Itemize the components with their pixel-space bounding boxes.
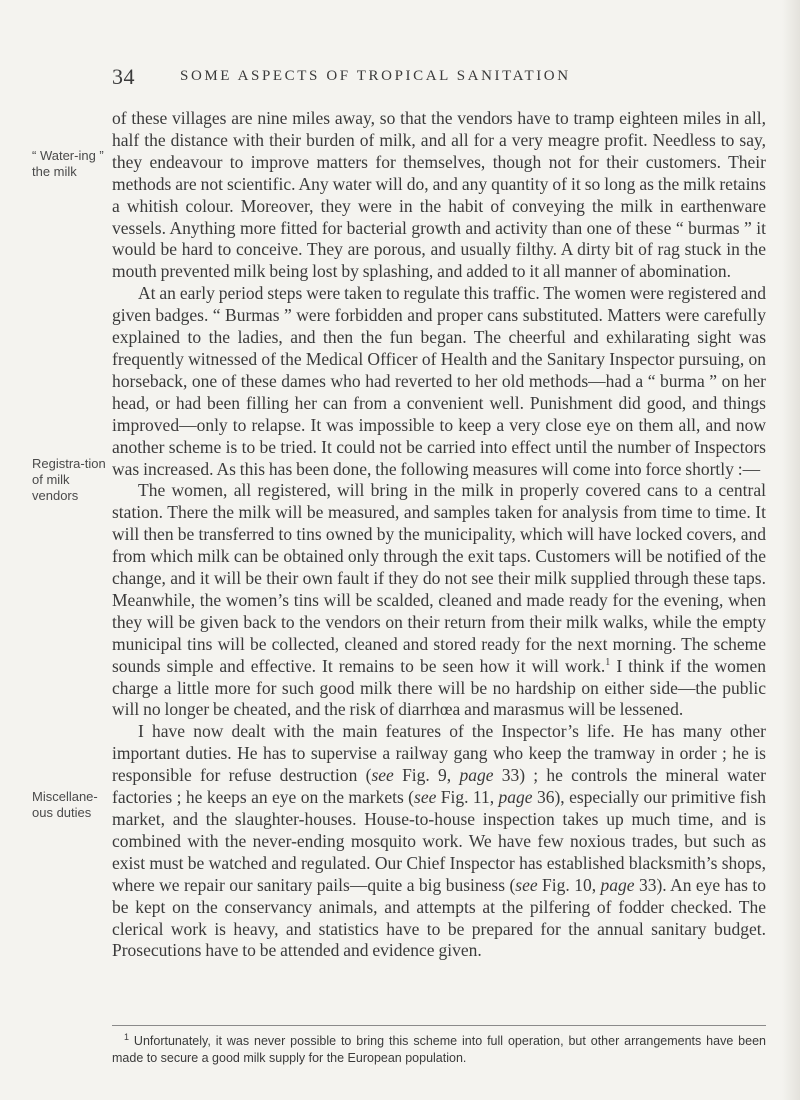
paragraph-text: I have now dealt with the main features of the Inspector’s life. He has many other important duties. He has to supervise a railway gang who keep the tramway in order ; he is responsible for refuse destruction ( xyxy=(112,721,766,786)
paragraph-text: I think if the women charge a little more for such good milk there will be no hardship on either side—the public will no longer be cheated, and the risk of diarrhœa and marasmus will be lessened. xyxy=(112,655,766,720)
figure-reference: Fig. 9, xyxy=(393,765,460,786)
paragraph-text: The women, all registered, will bring in the milk in properly covered cans to a central station. There the milk will be measured, and samples taken for analysis from time to time. It will then be transferred to tins owned by the municipality, which will have locked covers, and from which milk can be obtained only through the exit taps. Customers will be notified of the change, and it will be their own fault if they do not see their milk supplied through these taps. Meanwhile, the women’s tins will be scalded, cleaned and made ready for the evening, when they will be given back to the vendors on their return from their milk walks, while the empty municipal tins will be collected, cleaned and stored ready for the next morning. The scheme sounds simple and effective. It remains to be seen how it will work. xyxy=(112,480,766,676)
paragraph xyxy=(112,721,766,962)
page-reference: page xyxy=(498,787,533,808)
page-reference: page xyxy=(459,765,494,786)
footnote-rule xyxy=(112,1025,766,1026)
footnote-text: Unfortunately, it was never possible to bring this scheme into full operation, but other arrangements have been made to secure a good milk supply for the European population. xyxy=(112,1034,766,1066)
paragraph: At an early period steps were taken to regulate this traffic. The women were registered and given badges. “ Burmas ” were forbidden and proper cans substituted. Matters were carefully explained to the ladies, and then the fun began. The cheerful and exhilarating sight was frequently witnessed of the Medical Officer of Health and the Sanitary Inspector pursuing, on horseback, one of these dames who had reverted to her old methods—had a “ burma ” on her head, or had been filling her can from a convenient well. Punishment did good, and things improved—only to relapse. It was impossible to keep a very close eye on them all, and now another scheme is to be tried. It could not be carried into effect until the number of Inspectors was increased. As this has been done, the following measures will come into force shortly :— xyxy=(112,283,766,479)
figure-reference: Fig. 11, xyxy=(436,787,499,808)
paragraph-text: 36), especially our primitive fish market, and the slaughter-houses. House-to-house inspection takes up much time, and is combined with the never-ending mosquito work. We have few noxious trades, but such as exist must be watched and regulated. Our Chief Inspector has established blacksmith’s shops, where we repair our sanitary pails—quite a big business ( xyxy=(112,787,767,895)
see-reference: see xyxy=(414,787,437,808)
page-reference: page xyxy=(600,874,635,895)
margin-note-miscellaneous: Miscellane-ous duties xyxy=(32,789,98,820)
margin-note-watering: “ Water-ing ” the milk xyxy=(32,148,104,179)
paragraph-text: 33) ; he controls the mineral water factories ; he keeps an eye on the markets ( xyxy=(112,765,767,808)
see-reference: see xyxy=(371,765,394,786)
paragraph xyxy=(112,480,766,721)
main-text xyxy=(112,108,766,962)
page-number: 34 xyxy=(112,64,135,89)
footnote-marker: 1 xyxy=(124,1032,130,1042)
paragraph-text: 33). An eye has to be kept on the conservancy animals, and attempts at the pilfering of fodder checked. The clerical work is heavy, and statistics have to be prepared for the annual sanitary budget. Prosecutions have to be attended and evidence given. xyxy=(112,874,766,961)
page-edge-shade xyxy=(782,0,800,1100)
footnote xyxy=(112,1029,766,1067)
running-head: SOME ASPECTS OF TROPICAL SANITATION xyxy=(180,68,571,84)
margin-note-registration: Registra-tion of milk vendors xyxy=(32,456,106,503)
paragraph: of these villages are nine miles away, so that the vendors have to tramp eighteen miles in all, half the distance with their burden of milk, and all for a very meagre profit. Needless to say, they endeavour to improve matters for themselves, though not for their customers. Their methods are not scientific. Any water will do, and any quantity of it so long as the milk retains a whitish colour. Moreover, they were in the habit of conveying the milk in earthenware vessels. Anything more fitted for bacterial growth and activity than one of these “ burmas ” it would be hard to conceive. They are porous, and usually filthy. A dirty bit of rag stuck in the mouth prevented milk being lost by splashing, and added to it all manner of abomination. xyxy=(112,108,766,282)
footnote-reference: 1 xyxy=(605,656,611,668)
figure-reference: Fig. 10, xyxy=(537,874,601,895)
see-reference: see xyxy=(515,874,538,895)
